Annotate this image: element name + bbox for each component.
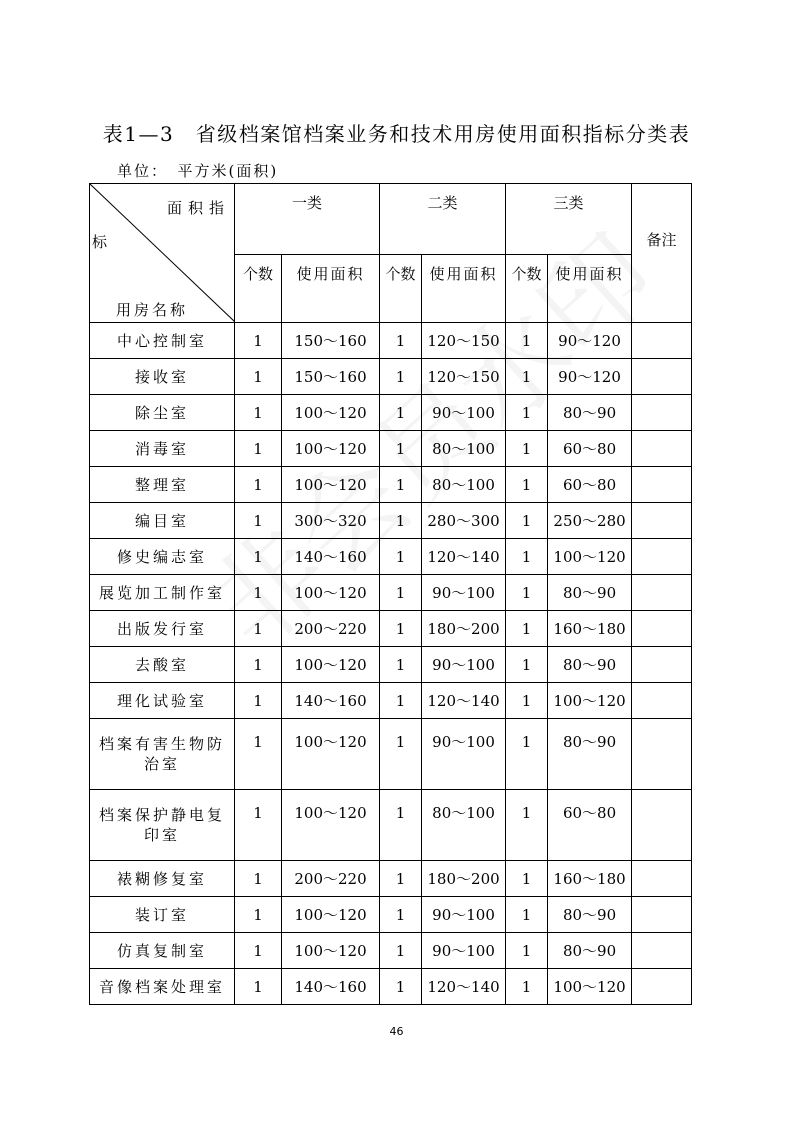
class3-area-cell: 80～90 [548,575,632,611]
room-name-cell: 仿真复制室 [90,933,235,969]
header-area-2: 使用面积 [422,254,506,323]
table-row [90,683,692,719]
page-number: 46 [389,1025,404,1038]
room-name-cell: 中心控制室 [90,323,235,359]
class2-area-cell: 120～150 [422,359,506,395]
class2-count-cell: 1 [380,539,422,575]
remarks-cell [632,647,692,683]
room-name-cell: 整理室 [90,467,235,503]
class3-count-cell: 1 [506,395,548,431]
class2-count-cell: 1 [380,861,422,897]
class1-count-cell: 1 [235,539,282,575]
corner-top-label: 面积指 [166,199,230,217]
room-name-cell: 去酸室 [90,647,235,683]
header-count-3: 个数 [506,254,548,323]
class1-area-cell: 100～120 [282,467,380,503]
class3-area-cell: 160～180 [548,861,632,897]
class3-count-cell: 1 [506,719,548,790]
class3-area-cell: 90～120 [548,359,632,395]
class1-area-cell: 100～120 [282,719,380,790]
class1-area-cell: 100～120 [282,790,380,861]
class1-area-cell: 150～160 [282,359,380,395]
class2-area-cell: 90～100 [422,897,506,933]
table-row [90,861,692,897]
class3-area-cell: 90～120 [548,323,632,359]
room-name-cell: 裱糊修复室 [90,861,235,897]
class3-count-cell: 1 [506,323,548,359]
class1-count-cell: 1 [235,359,282,395]
table-row [90,969,692,1005]
class1-area-cell: 100～120 [282,933,380,969]
class3-count-cell: 1 [506,539,548,575]
table-row [90,933,692,969]
remarks-cell [632,897,692,933]
class3-area-cell: 160～180 [548,611,632,647]
class1-count-cell: 1 [235,897,282,933]
class1-area-cell: 140～160 [282,969,380,1005]
class2-count-cell: 1 [380,933,422,969]
class2-count-cell: 1 [380,431,422,467]
class2-area-cell: 120～140 [422,969,506,1005]
class3-count-cell: 1 [506,897,548,933]
remarks-cell [632,969,692,1005]
class3-area-cell: 100～120 [548,539,632,575]
corner-mid-label: 标 [92,233,108,251]
class1-area-cell: 140～160 [282,539,380,575]
class3-count-cell: 1 [506,503,548,539]
class2-area-cell: 180～200 [422,861,506,897]
class2-area-cell: 90～100 [422,395,506,431]
class2-area-cell: 90～100 [422,575,506,611]
class3-area-cell: 60～80 [548,467,632,503]
room-name-cell: 消毒室 [90,431,235,467]
table-row [90,359,692,395]
class3-count-cell: 1 [506,933,548,969]
header-area-1: 使用面积 [282,254,380,323]
class1-count-cell: 1 [235,861,282,897]
class2-count-cell: 1 [380,611,422,647]
table-row [90,897,692,933]
room-name-cell: 档案有害生物防治室 [90,719,235,790]
class3-count-cell: 1 [506,575,548,611]
remarks-cell [632,790,692,861]
class3-count-cell: 1 [506,467,548,503]
unit-label: 单位： 平方米(面积) [117,162,279,180]
class1-count-cell: 1 [235,790,282,861]
class1-area-cell: 200～220 [282,861,380,897]
remarks-cell [632,539,692,575]
room-name-cell: 除尘室 [90,395,235,431]
room-name-cell: 展览加工制作室 [90,575,235,611]
class2-area-cell: 80～100 [422,431,506,467]
class3-count-cell: 1 [506,359,548,395]
area-index-table [89,183,692,1005]
class1-area-cell: 200～220 [282,611,380,647]
table-title: 表1—3 省级档案馆档案业务和技术用房使用面积指标分类表 [102,122,691,146]
header-corner-cell [90,184,235,323]
class3-area-cell: 80～90 [548,647,632,683]
class3-count-cell: 1 [506,683,548,719]
corner-bottom-label: 用房名称 [116,301,189,319]
header-remarks: 备注 [632,184,692,323]
class1-count-cell: 1 [235,647,282,683]
table-row [90,647,692,683]
class2-count-cell: 1 [380,683,422,719]
remarks-cell [632,933,692,969]
class1-count-cell: 1 [235,611,282,647]
class3-area-cell: 250～280 [548,503,632,539]
remarks-cell [632,431,692,467]
class2-area-cell: 280～300 [422,503,506,539]
remarks-cell [632,861,692,897]
class2-area-cell: 120～140 [422,683,506,719]
class2-count-cell: 1 [380,719,422,790]
class1-count-cell: 1 [235,575,282,611]
class2-area-cell: 90～100 [422,719,506,790]
table-row [90,323,692,359]
class2-area-cell: 120～140 [422,539,506,575]
class1-count-cell: 1 [235,933,282,969]
table-row [90,539,692,575]
remarks-cell [632,467,692,503]
remarks-cell [632,359,692,395]
table-row [90,467,692,503]
class1-count-cell: 1 [235,323,282,359]
room-name-cell: 理化试验室 [90,683,235,719]
class1-area-cell: 300～320 [282,503,380,539]
class1-count-cell: 1 [235,503,282,539]
header-class3: 三类 [506,184,632,255]
table-row [90,503,692,539]
class3-area-cell: 80～90 [548,395,632,431]
room-name-cell: 音像档案处理室 [90,969,235,1005]
header-count-2: 个数 [380,254,422,323]
table-row [90,790,692,861]
table-row [90,611,692,647]
room-name-cell: 档案保护静电复印室 [90,790,235,861]
room-name-cell: 接收室 [90,359,235,395]
class2-count-cell: 1 [380,323,422,359]
room-name-cell: 修史编志室 [90,539,235,575]
class1-count-cell: 1 [235,683,282,719]
table-row [90,395,692,431]
class2-area-cell: 80～100 [422,467,506,503]
class3-count-cell: 1 [506,431,548,467]
room-name-cell: 出版发行室 [90,611,235,647]
class3-area-cell: 80～90 [548,897,632,933]
header-count-1: 个数 [235,254,282,323]
header-area-3: 使用面积 [548,254,632,323]
remarks-cell [632,719,692,790]
room-name-cell: 装订室 [90,897,235,933]
remarks-cell [632,395,692,431]
class2-count-cell: 1 [380,467,422,503]
remarks-cell [632,323,692,359]
class1-count-cell: 1 [235,719,282,790]
table-row [90,431,692,467]
remarks-cell [632,503,692,539]
class3-count-cell: 1 [506,969,548,1005]
class1-area-cell: 150～160 [282,323,380,359]
class3-count-cell: 1 [506,611,548,647]
class1-area-cell: 100～120 [282,647,380,683]
header-class2: 二类 [380,184,506,255]
class2-count-cell: 1 [380,897,422,933]
table-row [90,719,692,790]
class3-area-cell: 100～120 [548,969,632,1005]
class1-count-cell: 1 [235,467,282,503]
class3-area-cell: 60～80 [548,790,632,861]
class2-count-cell: 1 [380,790,422,861]
room-name-cell: 编目室 [90,503,235,539]
class2-area-cell: 180～200 [422,611,506,647]
class2-count-cell: 1 [380,395,422,431]
class2-area-cell: 80～100 [422,790,506,861]
class1-count-cell: 1 [235,395,282,431]
class2-area-cell: 90～100 [422,933,506,969]
class3-count-cell: 1 [506,861,548,897]
table-row [90,575,692,611]
class2-count-cell: 1 [380,503,422,539]
class3-area-cell: 80～90 [548,933,632,969]
class3-count-cell: 1 [506,647,548,683]
class1-area-cell: 100～120 [282,395,380,431]
class3-count-cell: 1 [506,790,548,861]
class1-area-cell: 100～120 [282,431,380,467]
header-class1: 一类 [235,184,380,255]
class1-area-cell: 100～120 [282,575,380,611]
remarks-cell [632,611,692,647]
class2-area-cell: 90～100 [422,647,506,683]
class2-count-cell: 1 [380,359,422,395]
class3-area-cell: 60～80 [548,431,632,467]
class2-count-cell: 1 [380,647,422,683]
class2-count-cell: 1 [380,575,422,611]
remarks-cell [632,575,692,611]
class3-area-cell: 100～120 [548,683,632,719]
class1-count-cell: 1 [235,969,282,1005]
class1-count-cell: 1 [235,431,282,467]
class2-area-cell: 120～150 [422,323,506,359]
class2-count-cell: 1 [380,969,422,1005]
class1-area-cell: 100～120 [282,897,380,933]
class1-area-cell: 140～160 [282,683,380,719]
class3-area-cell: 80～90 [548,719,632,790]
remarks-cell [632,683,692,719]
